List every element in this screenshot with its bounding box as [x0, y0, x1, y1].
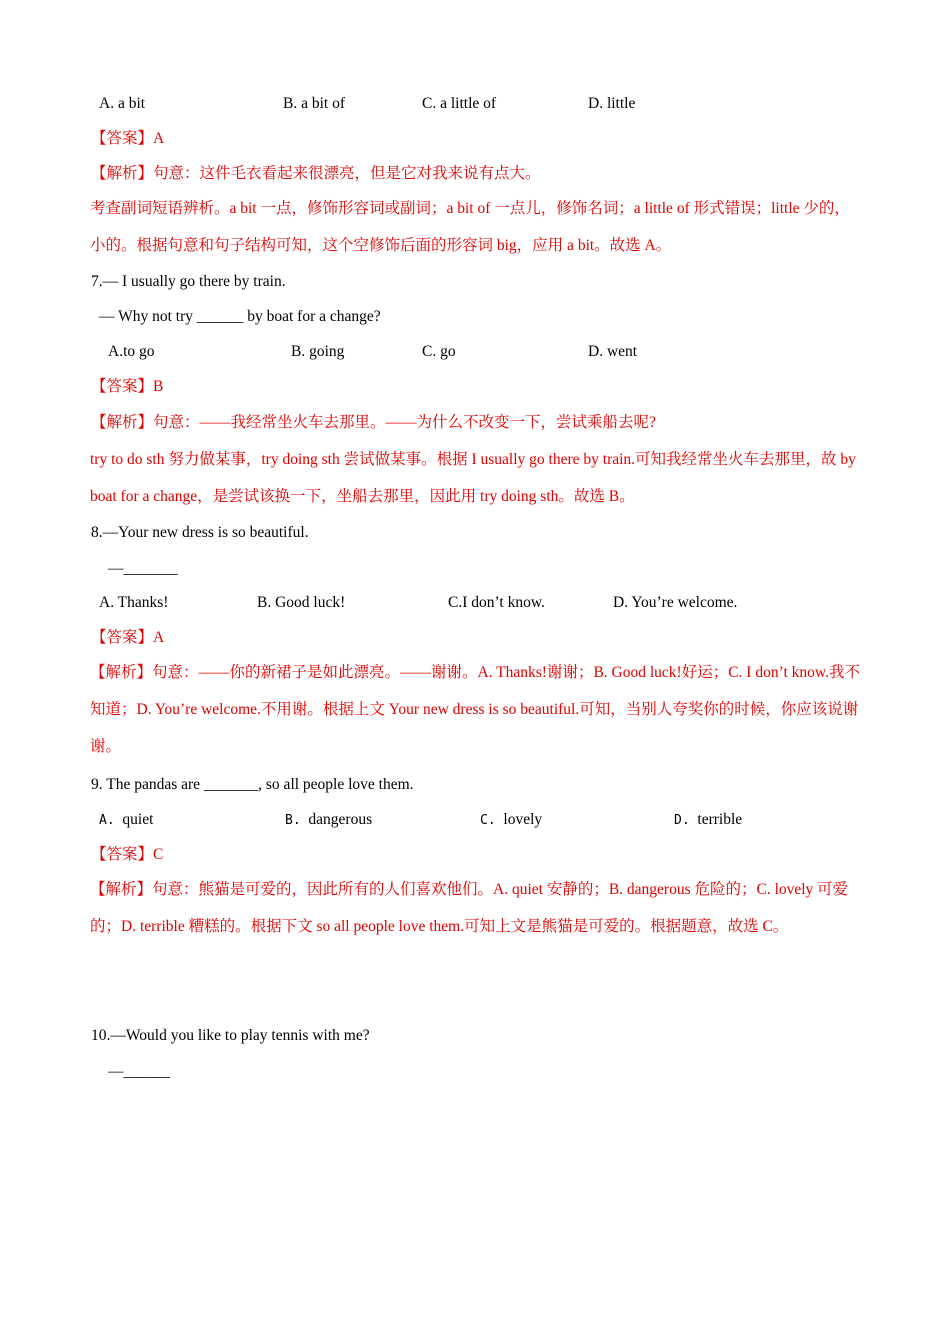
q9-option-a-text: quiet — [122, 811, 154, 828]
q6-analysis-heading: 【解析】句意：这件毛衣看起来很漂亮，但是它对我来说有点大。 — [91, 165, 541, 182]
q9-analysis-body: 【解析】句意：熊猫是可爱的，因此所有的人们喜欢他们。A. quiet 安静的；B. dangerous 危险的；C. lovely 可爱的；D. terrible 糟糕的。根据下文 so all people love them.可知上文是熊猫是可爱的。根据题意，故选 C。 — [90, 881, 849, 935]
q10-stem-1: 10.—Would you like to play tennis with me? — [91, 1027, 370, 1044]
q7-option-c: C. go — [422, 343, 456, 360]
q8-answer: 【答案】A — [91, 629, 165, 646]
q9-option-b-letter: B. — [285, 813, 301, 828]
q6-option-b: B. a bit of — [283, 95, 345, 112]
q7-analysis-body: try to do sth 努力做某事，try doing sth 尝试做某事。根据 I usually go there by train.可知我经常坐火车去那里，故 by boat for a change，是尝试该换一下，坐船去那里，因此用 try doing sth。故选 B。 — [90, 451, 856, 505]
q8-option-c: C.I don’t know. — [448, 594, 545, 611]
q8-analysis-body: 【解析】句意：——你的新裙子是如此漂亮。——谢谢。A. Thanks!谢谢；B. Good luck!好运；C. I don’t know.我不知道；D. You’re welcome.不用谢。根据上文 Your new dress is so beautiful.可知，当别人夸奖你的时候，你应该说谢谢。 — [90, 664, 860, 755]
q7-stem-2: — Why not try ______ by boat for a change? — [99, 308, 381, 325]
q7-option-a: A.to go — [108, 343, 155, 360]
q9-option-a — [99, 810, 153, 831]
q6-option-c: C. a little of — [422, 95, 497, 112]
q6-option-d: D. little — [588, 95, 636, 112]
q7-analysis-heading: 【解析】句意：——我经常坐火车去那里。——为什么不改变一下，尝试乘船去呢? — [91, 414, 656, 431]
q6-answer: 【答案】A — [91, 130, 165, 147]
q6-option-a: A. a bit — [99, 95, 146, 112]
q9-option-b — [285, 810, 372, 831]
q9-stem: 9. The pandas are _______, so all people love them. — [91, 776, 414, 793]
q8-option-b: B. Good luck! — [257, 594, 346, 611]
q9-option-d — [674, 810, 742, 831]
q7-answer: 【答案】B — [91, 378, 164, 395]
q9-option-d-text: terrible — [697, 811, 743, 828]
q9-option-d-letter: D. — [674, 813, 690, 828]
q9-option-c — [480, 810, 542, 831]
q7-option-b: B. going — [291, 343, 345, 360]
q9-option-c-letter: C. — [480, 813, 496, 828]
q7-option-d: D. went — [588, 343, 638, 360]
q9-option-b-text: dangerous — [308, 811, 373, 828]
q8-stem-1: 8.—Your new dress is so beautiful. — [91, 524, 309, 541]
q6-analysis-body: 考查副词短语辨析。a bit 一点，修饰形容词或副词；a bit of 一点儿，修饰名词；a little of 形式错误；little 少的，小的。根据句意和句子结构可知，这个空修饰后面的形容词 big，应用 a bit。故选 A。 — [90, 200, 850, 254]
q10-stem-2: —______ — [108, 1063, 170, 1080]
q7-stem-1: 7.— I usually go there by train. — [91, 273, 286, 290]
q8-option-a: A. Thanks! — [99, 594, 169, 611]
q9-answer: 【答案】C — [91, 846, 164, 863]
q9-option-a-letter: A. — [99, 813, 115, 828]
q8-stem-2: —_______ — [108, 560, 178, 577]
q8-option-d: D. You’re welcome. — [613, 594, 738, 611]
q9-option-c-text: lovely — [503, 811, 543, 828]
